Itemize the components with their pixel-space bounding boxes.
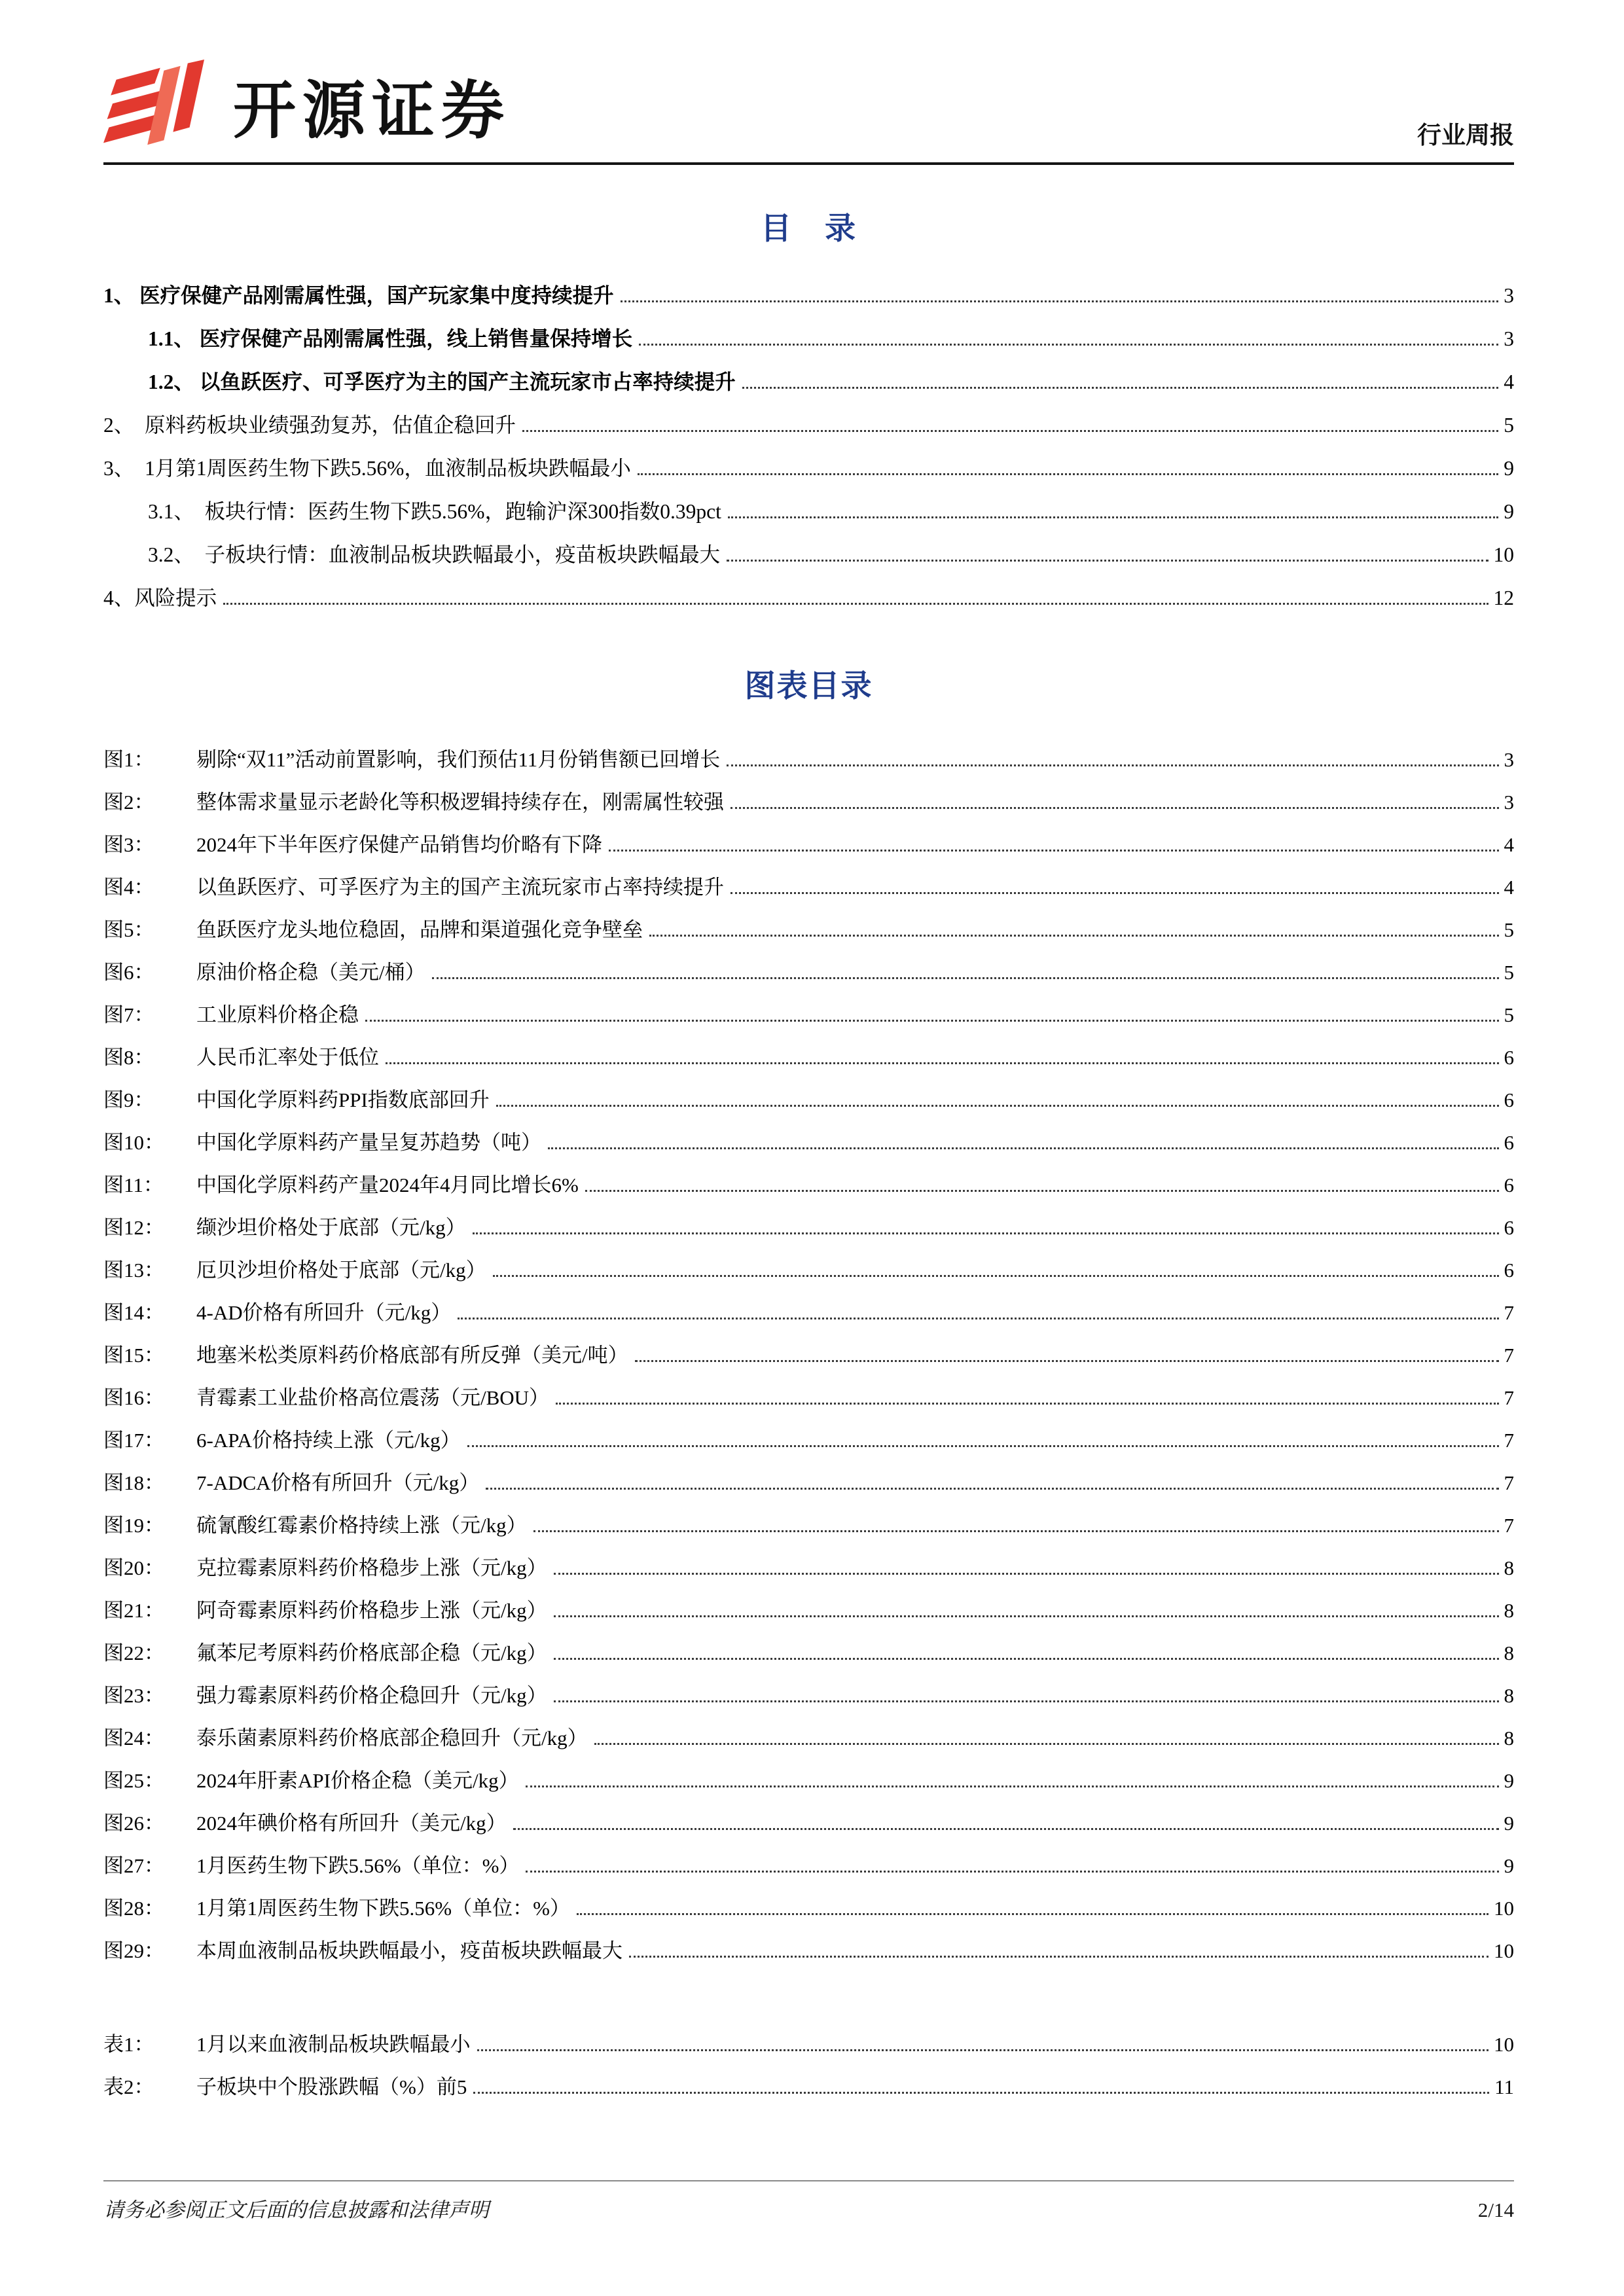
figure-entry-page: 7 <box>1504 1386 1514 1409</box>
figure-toc-entry[interactable] <box>103 2023 1514 2066</box>
figure-entry-title: 7-ADCA价格有所回升（元/kg） <box>196 1471 480 1494</box>
figure-entry-page: 6 <box>1504 1216 1514 1239</box>
figure-entry-page: 5 <box>1504 961 1514 984</box>
figure-entry-page: 6 <box>1504 1131 1514 1154</box>
dotted-leader <box>727 764 1498 766</box>
figure-entry-title: 鱼跃医疗龙头地位稳固，品牌和渠道强化竞争壁垒 <box>196 918 643 941</box>
figure-entry-title: 子板块中个股涨跌幅（%）前5 <box>196 2075 467 2098</box>
dotted-leader <box>496 1105 1499 1107</box>
toc-entry-page: 4 <box>1504 370 1514 393</box>
figure-entry-label: 图10： <box>103 1131 164 1154</box>
figure-entry-title: 地塞米松类原料药价格底部有所反弹（美元/吨） <box>196 1344 628 1367</box>
table-toc-list <box>103 2023 1514 2108</box>
figure-entry-label: 图29： <box>103 1939 164 1962</box>
figure-entry-title: 2024年肝素API价格企稳（美元/kg） <box>196 1769 519 1792</box>
figure-entry-label: 图8： <box>103 1046 154 1069</box>
dotted-leader <box>577 1913 1489 1915</box>
figure-entry-page: 4 <box>1504 833 1514 856</box>
dotted-leader <box>629 1956 1489 1958</box>
figure-entry-title: 中国化学原料药产量2024年4月同比增长6% <box>196 1174 579 1196</box>
kaiyuan-logo-icon <box>103 58 213 153</box>
figure-entry-title: 剔除“双11”活动前置影响，我们预估11月份销售额已回增长 <box>196 748 721 771</box>
dotted-leader <box>742 387 1498 389</box>
figure-entry-label: 图17： <box>103 1429 164 1452</box>
toc-entry-page: 3 <box>1504 327 1514 350</box>
toc-entry-label: 4、风险提示 <box>103 586 217 609</box>
figure-entry-title: 原油价格企稳（美元/桶） <box>196 961 425 984</box>
dotted-leader <box>223 603 1488 605</box>
figure-entry-label: 图6： <box>103 961 154 984</box>
toc-entry-label: 3.1、 板块行情：医药生物下跌5.56%，跑输沪深300指数0.39pct <box>148 500 721 523</box>
figure-entry-label: 图1： <box>103 748 154 771</box>
dotted-leader <box>554 1573 1499 1575</box>
figure-toc-entry[interactable] <box>103 1206 1514 1249</box>
dotted-leader <box>649 935 1499 937</box>
figure-toc-entry[interactable] <box>103 1717 1514 1759</box>
figure-toc-entry[interactable] <box>103 738 1514 781</box>
dotted-leader <box>727 560 1488 562</box>
figure-entry-title: 青霉素工业盐价格高位震荡（元/BOU） <box>196 1386 550 1409</box>
dotted-leader <box>477 2049 1489 2051</box>
toc-entry-label: 1、 医疗保健产品刚需属性强，国产玩家集中度持续提升 <box>103 284 614 307</box>
dotted-leader <box>473 2092 1489 2094</box>
toc-entry-label: 3、 1月第1周医药生物下跌5.56%，血液制品板块跌幅最小 <box>103 457 631 480</box>
figure-toc-entry[interactable] <box>103 1632 1514 1674</box>
toc-entry-page: 5 <box>1504 414 1514 437</box>
dotted-leader <box>513 1828 1499 1830</box>
figure-entry-title: 2024年下半年医疗保健产品销售均价略有下降 <box>196 833 602 856</box>
toc-list <box>103 274 1514 620</box>
figure-toc-entry[interactable] <box>103 1547 1514 1589</box>
figure-toc-entry[interactable] <box>103 1929 1514 1972</box>
dotted-leader <box>467 1445 1499 1447</box>
figure-toc-entry[interactable] <box>103 1121 1514 1164</box>
dotted-leader <box>728 516 1498 518</box>
figure-entry-label: 图5： <box>103 918 154 941</box>
figure-entry-label: 图22： <box>103 1641 164 1664</box>
dotted-leader <box>526 1871 1498 1873</box>
figure-entry-page: 7 <box>1504 1301 1514 1324</box>
toc-entry[interactable] <box>103 490 1514 533</box>
figure-toc-entry[interactable] <box>103 908 1514 951</box>
figure-entry-label: 图19： <box>103 1514 164 1537</box>
figure-entry-title: 中国化学原料药产量呈复苏趋势（吨） <box>196 1131 541 1154</box>
figure-toc-entry[interactable] <box>103 866 1514 908</box>
figure-entry-page: 9 <box>1504 1854 1514 1877</box>
figure-entry-label: 图21： <box>103 1599 164 1622</box>
figure-entry-page: 5 <box>1504 1003 1514 1026</box>
report-type-label: 行业周报 <box>1417 122 1514 149</box>
toc-entry-page: 9 <box>1504 457 1514 480</box>
dotted-leader <box>386 1062 1499 1064</box>
toc-entry[interactable] <box>103 274 1514 317</box>
page-header <box>103 58 1514 165</box>
figure-entry-label: 图9： <box>103 1088 154 1111</box>
figure-entry-page: 7 <box>1504 1429 1514 1452</box>
figure-toc-entry[interactable] <box>103 1419 1514 1462</box>
figure-entry-label: 图14： <box>103 1301 164 1324</box>
figure-entry-title: 泰乐菌素原料药价格底部企稳回升（元/kg） <box>196 1727 588 1749</box>
figure-entry-label: 图2： <box>103 791 154 814</box>
figure-entry-page: 7 <box>1504 1514 1514 1537</box>
toc-entry[interactable] <box>103 361 1514 404</box>
figure-toc-entry[interactable] <box>103 1589 1514 1632</box>
figure-entry-page: 10 <box>1494 1939 1514 1962</box>
figure-toc-entry[interactable] <box>103 1376 1514 1419</box>
dotted-leader <box>365 1020 1499 1022</box>
dotted-leader <box>554 1658 1499 1660</box>
figure-entry-label: 图27： <box>103 1854 164 1877</box>
figure-entry-title: 1月第1周医药生物下跌5.56%（单位：%） <box>196 1897 570 1920</box>
figure-entry-label: 图26： <box>103 1812 164 1835</box>
figure-entry-title: 工业原料价格企稳 <box>196 1003 359 1026</box>
dotted-leader <box>639 344 1498 346</box>
figure-entry-page: 7 <box>1504 1344 1514 1367</box>
figure-entry-page: 9 <box>1504 1769 1514 1792</box>
figure-toc-entry[interactable] <box>103 1887 1514 1929</box>
figure-entry-title: 人民币汇率处于低位 <box>196 1046 379 1069</box>
dotted-leader <box>548 1147 1499 1149</box>
figure-entry-page: 10 <box>1494 2033 1514 2056</box>
figure-entry-page: 6 <box>1504 1174 1514 1196</box>
figure-toc-entry[interactable] <box>103 1844 1514 1887</box>
figure-entry-title: 阿奇霉素原料药价格稳步上涨（元/kg） <box>196 1599 547 1622</box>
toc-entry[interactable] <box>103 317 1514 361</box>
dotted-leader <box>609 850 1499 852</box>
dotted-leader <box>731 807 1499 809</box>
figure-entry-label: 图18： <box>103 1471 164 1494</box>
dotted-leader <box>585 1190 1499 1192</box>
figure-entry-label: 图15： <box>103 1344 164 1367</box>
toc-entry[interactable] <box>103 404 1514 447</box>
figure-entry-page: 7 <box>1504 1471 1514 1494</box>
toc-entry-page: 3 <box>1504 284 1514 307</box>
figure-entry-title: 缬沙坦价格处于底部（元/kg） <box>196 1216 466 1239</box>
toc-entry[interactable] <box>103 533 1514 577</box>
figure-entry-title: 6-APA价格持续上涨（元/kg） <box>196 1429 461 1452</box>
figure-toc-entry[interactable] <box>103 2066 1514 2108</box>
figure-toc-entry[interactable] <box>103 823 1514 866</box>
figure-entry-label: 图12： <box>103 1216 164 1239</box>
figure-entry-title: 硫氰酸红霉素价格持续上涨（元/kg） <box>196 1514 527 1537</box>
figure-entry-label: 图24： <box>103 1727 164 1749</box>
figure-toc-entry[interactable] <box>103 781 1514 823</box>
figure-entry-page: 8 <box>1504 1727 1514 1749</box>
figure-entry-page: 6 <box>1504 1046 1514 1069</box>
figure-toc-entry[interactable] <box>103 1462 1514 1504</box>
brand <box>103 58 511 153</box>
figure-entry-page: 8 <box>1504 1641 1514 1664</box>
figure-entry-page: 8 <box>1504 1556 1514 1579</box>
toc-entry-label: 2、 原料药板块业绩强劲复苏，估值企稳回升 <box>103 414 516 437</box>
toc-entry-label: 1.2、 以鱼跃医疗、可孚医疗为主的国产主流玩家市占率持续提升 <box>148 370 736 393</box>
figure-entry-page: 3 <box>1504 748 1514 771</box>
figure-toc-entry[interactable] <box>103 1164 1514 1206</box>
figure-entry-label: 图16： <box>103 1386 164 1409</box>
figure-entry-title: 氟苯尼考原料药价格底部企稳（元/kg） <box>196 1641 547 1664</box>
dotted-leader <box>554 1615 1499 1617</box>
figure-entry-label: 图7： <box>103 1003 154 1026</box>
figure-toc-entry[interactable] <box>103 1036 1514 1079</box>
figure-entry-label: 图23： <box>103 1684 164 1707</box>
figure-entry-page: 6 <box>1504 1088 1514 1111</box>
figure-entry-title: 整体需求量显示老龄化等积极逻辑持续存在，刚需属性较强 <box>196 791 724 814</box>
figure-entry-title: 强力霉素原料药价格企稳回升（元/kg） <box>196 1684 547 1707</box>
dotted-leader <box>556 1403 1498 1405</box>
figure-toc-entry[interactable] <box>103 1759 1514 1802</box>
figure-entry-title: 中国化学原料药PPI指数底部回升 <box>196 1088 490 1111</box>
dotted-leader <box>554 1700 1499 1702</box>
figure-entry-label: 图20： <box>103 1556 164 1579</box>
figure-toc-entry[interactable] <box>103 1334 1514 1376</box>
figure-entry-page: 5 <box>1504 918 1514 941</box>
dotted-leader <box>432 977 1499 979</box>
dotted-leader <box>635 1360 1499 1362</box>
footer-disclaimer: 请务必参阅正文后面的信息披露和法律声明 <box>103 2198 489 2221</box>
figures-toc-title: 图表目录 <box>744 670 873 704</box>
figure-entry-label: 图3： <box>103 833 154 856</box>
figure-entry-page: 10 <box>1494 1897 1514 1920</box>
figure-entry-title: 以鱼跃医疗、可孚医疗为主的国产主流玩家市占率持续提升 <box>196 876 724 899</box>
figure-toc-entry[interactable] <box>103 994 1514 1036</box>
footer-page-number: 2/14 <box>1477 2198 1514 2221</box>
dotted-leader <box>731 892 1499 894</box>
dotted-leader <box>526 1785 1499 1787</box>
figure-toc-entry[interactable] <box>103 1249 1514 1291</box>
figure-entry-label: 图13： <box>103 1259 164 1282</box>
figure-entry-title: 1月医药生物下跌5.56%（单位：%） <box>196 1854 520 1877</box>
figure-entry-page: 11 <box>1494 2075 1514 2098</box>
figure-entry-label: 表1： <box>103 2033 154 2056</box>
figure-entry-label: 图11： <box>103 1174 164 1196</box>
figure-entry-page: 4 <box>1504 876 1514 899</box>
dotted-leader <box>522 430 1498 432</box>
figure-entry-title: 4-AD价格有所回升（元/kg） <box>196 1301 452 1324</box>
figure-toc-entry[interactable] <box>103 1674 1514 1717</box>
toc-entry-page: 9 <box>1504 500 1514 523</box>
toc-entry[interactable] <box>103 447 1514 490</box>
dotted-leader <box>486 1488 1498 1490</box>
dotted-leader <box>473 1232 1499 1234</box>
figure-toc-entry[interactable] <box>103 1079 1514 1121</box>
figure-entry-title: 1月以来血液制品板块跌幅最小 <box>196 2033 471 2056</box>
dotted-leader <box>638 473 1498 475</box>
figure-entry-page: 3 <box>1504 791 1514 814</box>
toc-entry-label: 3.2、 子板块行情：血液制品板块跌幅最小，疫苗板块跌幅最大 <box>148 543 721 566</box>
figure-entry-label: 图4： <box>103 876 154 899</box>
figure-toc-entry[interactable] <box>103 1291 1514 1334</box>
brand-name: 开源证券 <box>233 75 511 146</box>
toc-entry-label: 1.1、 医疗保健产品刚需属性强，线上销售量保持增长 <box>148 327 633 350</box>
figure-entry-page: 9 <box>1504 1812 1514 1835</box>
dotted-leader <box>458 1318 1498 1319</box>
toc-entry[interactable] <box>103 577 1514 620</box>
figure-entry-page: 6 <box>1504 1259 1514 1282</box>
figure-entry-label: 图25： <box>103 1769 164 1792</box>
figure-toc-entry[interactable] <box>103 1802 1514 1844</box>
figure-entry-label: 图28： <box>103 1897 164 1920</box>
figure-toc-list <box>103 738 1514 1972</box>
toc-title: 目 录 <box>761 212 857 246</box>
figure-toc-entry[interactable] <box>103 1504 1514 1547</box>
figure-toc-entry[interactable] <box>103 951 1514 994</box>
dotted-leader <box>621 300 1499 302</box>
figure-entry-title: 本周血液制品板块跌幅最小，疫苗板块跌幅最大 <box>196 1939 623 1962</box>
figure-entry-title: 克拉霉素原料药价格稳步上涨（元/kg） <box>196 1556 547 1579</box>
dotted-leader <box>594 1743 1499 1745</box>
toc-entry-page: 10 <box>1493 543 1514 566</box>
figure-entry-page: 8 <box>1504 1684 1514 1707</box>
figure-entry-page: 8 <box>1504 1599 1514 1622</box>
figure-entry-label: 表2： <box>103 2075 154 2098</box>
dotted-leader <box>493 1275 1499 1277</box>
figure-entry-title: 厄贝沙坦价格处于底部（元/kg） <box>196 1259 486 1282</box>
page-footer <box>103 2180 1514 2223</box>
toc-entry-page: 12 <box>1493 586 1514 609</box>
dotted-leader <box>533 1530 1499 1532</box>
figure-entry-title: 2024年碘价格有所回升（美元/kg） <box>196 1812 507 1835</box>
